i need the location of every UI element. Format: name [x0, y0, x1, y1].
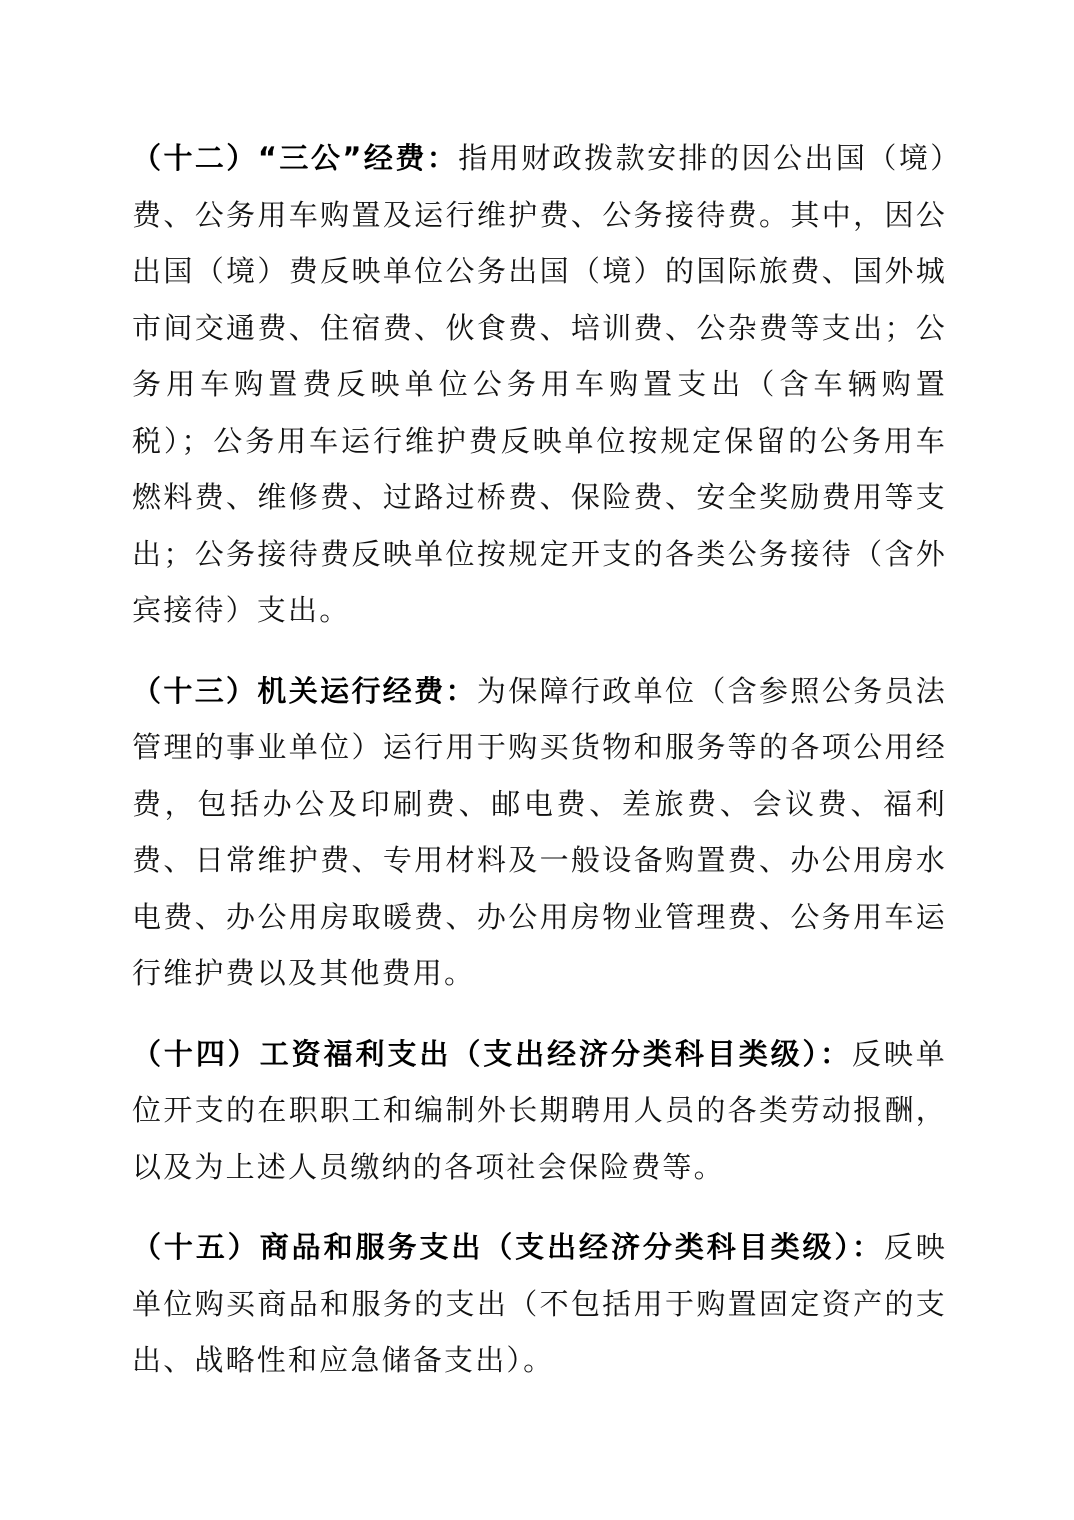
- term-heading: （十五）商品和服务支出（支出经济分类科目类级）：: [132, 1230, 884, 1264]
- paragraph-goods-services-expenditure: [132, 1219, 947, 1389]
- term-heading: （十四）工资福利支出（支出经济分类科目类级）：: [132, 1036, 852, 1071]
- paragraph-wage-welfare-expenditure: [132, 1026, 947, 1196]
- paragraph-agency-operating-expenses: [132, 663, 947, 1002]
- term-heading: （十三）机关运行经费：: [132, 673, 477, 708]
- paragraph-san-gong-expenses: [132, 130, 947, 639]
- term-definition: 指用财政拨款安排的因公出国（境）费、公务用车购置及运行维护费、公务接待费。其中，因公出国（境）费反映单位公务出国（境）的国际旅费、国外城市间交通费、住宿费、伙食费、培训费、公杂费等支出；公务用车购置费反映单位公务用车购置支出（含车辆购置税）；公务用车运行维护费反映单位按规定保留的公务用车燃料费、维修费、过路过桥费、保险费、安全奖励费用等支出；公务接待费反映单位按规定开支的各类公务接待（含外宾接待）支出。: [132, 141, 948, 627]
- term-definition: 为保障行政单位（含参照公务员法管理的事业单位）运行用于购买货物和服务等的各项公用经费，包括办公及印刷费、邮电费、差旅费、会议费、福利费、日常维护费、专用材料及一般设备购置费、办公用房水电费、办公用房取暖费、办公用房物业管理费、公务用车运行维护费以及其他费用。: [132, 673, 947, 990]
- document-body: [132, 130, 947, 1413]
- term-definition: 反映单位开支的在职职工和编制外长期聘用人员的各类劳动报酬，以及为上述人员缴纳的各项社会保险费等。: [132, 1036, 947, 1184]
- term-heading: （十二）“三公”经费：: [132, 141, 459, 175]
- term-definition: 反映单位购买商品和服务的支出（不包括用于购置固定资产的支出、战略性和应急储备支出）。: [132, 1230, 947, 1377]
